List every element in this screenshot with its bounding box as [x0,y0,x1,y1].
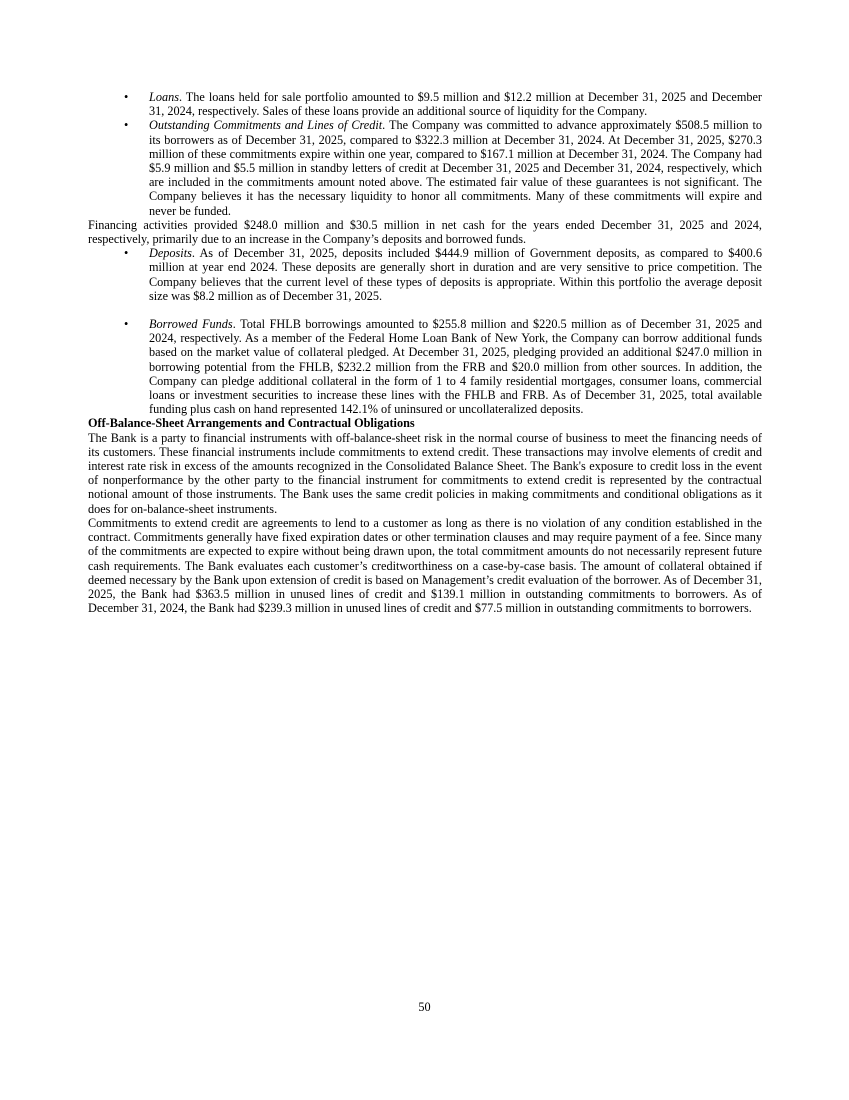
list-item-text: . The Company was committed to advance approximately $508.5 million to its borrowers as of December 31, 2025, compared to $322.3 million at December 31, 2024. At December 31, 2025, $270.3 million of these commitments expire within one year, compared to $167.1 million at December 31, 2024. The Company had $5.9 million and $5.5 million in standby letters of credit at December 31, 2025 and December 31, 2024, respectively, which are included in the commitments amount noted above. The estimated fair value of these guarantees is not significant. The Company believes it has the necessary liquidity to honor all commitments. Many of these commitments will expire and never be funded. [149,118,762,218]
bullet-icon: • [124,90,129,104]
list-item-title: Outstanding Commitments and Lines of Credit [149,118,383,133]
list-item-title: Loans [149,90,179,104]
list-item [88,317,762,416]
section-heading: Off-Balance-Sheet Arrangements and Contractual Obligations [88,416,415,431]
list-item [88,90,762,118]
list-item-text: . Total FHLB borrowings amounted to $255.8 million and $220.5 million as of December 31, 2025 and 2024, respectively. As a member of the Federal Home Loan Bank of New York, the Company can borrow additional funds based on the market value of collateral pledged. At December 31, 2025, pledging provided an additional $247.0 million in borrowing potential from the FHLB, $232.2 million from the FRB and $20.0 million from other sources. In addition, the Company can pledge additional collateral in the form of 1 to 4 family residential mortgages, consumer loans, commercial loans or investment securities to increase these lines with the FHLB and FRB. As of December 31, 2025, total available funding plus cash on hand represented 142.1% of uninsured or uncollateralized deposits. [149,317,762,417]
body-paragraph: Commitments to extend credit are agreements to lend to a customer as long as there is no violation of any condition established in the contract. Commitments generally have fixed expiration dates or other termination clauses and may require payment of a fee. Since many of the commitments are expected to expire without being drawn upon, the total commitment amounts do not necessarily represent future cash requirements. The Bank evaluates each customer’s creditworthiness on a case-by-case basis. The amount of collateral obtained if deemed necessary by the Bank upon extension of credit is based on Management’s credit evaluation of the borrower. As of December 31, 2025, the Bank had $363.5 million in unused lines of credit and $139.1 million in outstanding commitments to borrowers. As of December 31, 2024, the Bank had $239.3 million in unused lines of credit and $77.5 million in outstanding commitments to borrowers. [88,515,762,616]
list-item-text: . The loans held for sale portfolio amounted to $9.5 million and $12.2 million at December 31, 2025 and December 31, 2024, respectively. Sales of these loans provide an additional source of liquidity for the Company. [149,90,762,119]
list-item [88,118,762,217]
list-item-title: Deposits [149,246,192,261]
bullet-icon: • [124,118,129,133]
bullet-icon: • [124,317,129,332]
investing-bullet-list [88,90,762,218]
financing-bullet-list [88,246,762,416]
body-paragraph: The Bank is a party to financial instruments with off-balance-sheet risk in the normal course of business to meet the financing needs of its customers. These financial instruments include commitments to extend credit. These transactions may involve elements of credit and interest rate risk in excess of the amounts recognized in the Consolidated Balance Sheet. The Bank's exposure to credit loss in the event of nonperformance by the other party to the financial instrument for commitments to extend credit is represented by the contractual notional amount of those instruments. The Bank uses the same credit policies in making commitments and conditional obligations as it does for on-balance-sheet instruments. [88,430,762,516]
list-item [88,246,762,303]
bullet-icon: • [124,246,129,261]
page-content [88,90,762,615]
list-item-text: . As of December 31, 2025, deposits included $444.9 million of Government deposits, as compared to $400.6 million at year end 2024. These deposits are generally short in duration and are very sensitive to price competition. The Company believes that the current level of these types of deposits is appropriate. Within this portfolio the average deposit size was $8.2 million as of December 31, 2025. [149,246,762,303]
list-item-title: Borrowed Funds [149,317,233,332]
page-number: 50 [418,1000,431,1014]
financing-paragraph: Financing activities provided $248.0 million and $30.5 million in net cash for the years ended December 31, 2025 and 2024, respectively, primarily due to an increase in the Company’s deposits and borrowed funds. [88,217,762,247]
